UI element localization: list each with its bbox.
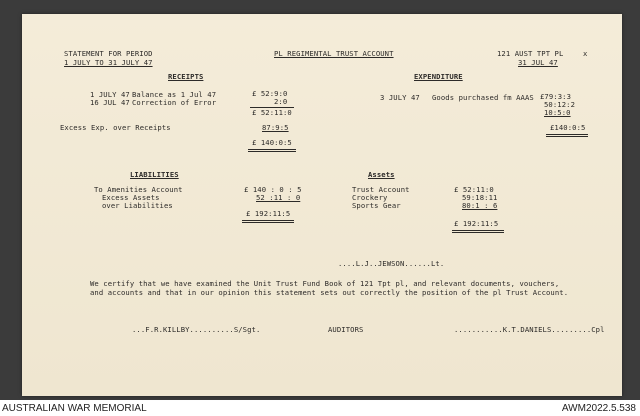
footer-source: AUSTRALIAN WAR MEMORIAL <box>2 403 147 414</box>
liabilities-line: To Amenities Account <box>94 185 183 194</box>
unit-name: 121 AUST TPT PL <box>497 49 564 58</box>
expenditure-date: 3 JULY 47 <box>380 93 420 102</box>
auditors-label: AUDITORS <box>328 325 364 334</box>
expenditure-heading: EXPENDITURE <box>414 72 463 81</box>
receipts-heading: RECEIPTS <box>168 72 204 81</box>
receipt-desc: Balance as 1 Jul 47 <box>132 90 217 99</box>
rule <box>242 220 294 221</box>
assets-total: £ 192:11:5 <box>454 219 499 228</box>
auditor-right: ...........K.T.DANIELS.........Cpl <box>454 325 605 334</box>
receipt-date: 16 JUL 47 <box>90 98 130 107</box>
footer-bar <box>0 401 640 416</box>
rule <box>546 134 588 135</box>
rule <box>452 232 504 233</box>
certification-text: and accounts and that in our opinion this statement sets out correctly the position of the pl Trust Account. <box>90 288 569 297</box>
liabilities-line: Excess Assets <box>102 193 160 202</box>
asset-amount: £ 52:11:0 <box>454 185 494 194</box>
asset-amount: 59:18:11 <box>462 193 498 202</box>
rule <box>248 149 296 150</box>
assets-heading: Assets <box>368 170 395 179</box>
rule <box>452 230 504 231</box>
liabilities-heading: LIABILITIES <box>130 170 179 179</box>
asset-label: Crockery <box>352 193 388 202</box>
rule <box>546 136 588 137</box>
expenditure-item: 50:12:2 <box>544 100 575 109</box>
expenditure-item: £79:3:3 <box>540 92 571 101</box>
liabilities-amount: 52 :11 : 0 <box>256 193 301 202</box>
expenditure-desc: Goods purchased fm AAAS <box>432 93 534 102</box>
receipts-subtotal: £ 52:11:0 <box>252 108 292 117</box>
asset-amount: 80:1 : 6 <box>462 201 498 210</box>
rule <box>242 222 294 223</box>
receipt-amount: £ 52:9:0 <box>252 89 288 98</box>
margin-mark: x <box>583 49 588 58</box>
certification-text: We certify that we have examined the Unit Trust Fund Book of 121 Tpt pl, and relevant documents, vouchers, <box>90 279 560 288</box>
expenditure-total: £140:0:5 <box>550 123 586 132</box>
receipt-date: 1 JULY 47 <box>90 90 130 99</box>
liabilities-total: £ 192:11:5 <box>246 209 291 218</box>
asset-label: Trust Account <box>352 185 410 194</box>
liabilities-amount: £ 140 : 0 : 5 <box>244 185 302 194</box>
expenditure-item: 10:5:0 <box>544 108 571 117</box>
auditor-left: ...F.R.KILLBY..........S/Sgt. <box>132 325 261 334</box>
statement-period-label: STATEMENT FOR PERIOD <box>64 49 153 58</box>
excess-exp-amount: 87:9:5 <box>262 123 289 132</box>
receipts-total: £ 140:0:5 <box>252 138 292 147</box>
excess-exp-label: Excess Exp. over Receipts <box>60 123 171 132</box>
receipt-desc: Correction of Error <box>132 98 217 107</box>
statement-period-dates: 1 JULY TO 31 JULY 47 <box>64 58 153 67</box>
receipt-amount: 2:0 <box>274 97 288 106</box>
asset-label: Sports Gear <box>352 201 401 210</box>
statement-date: 31 JUL 47 <box>518 58 558 67</box>
rule <box>248 151 296 152</box>
liabilities-line: over Liabilities <box>102 201 173 210</box>
footer-accession-number: AWM2022.5.538 <box>561 403 636 414</box>
officer-signature: ....L.J..JEWSON......Lt. <box>338 259 445 268</box>
document-title: PL REGIMENTAL TRUST ACCOUNT <box>274 49 394 58</box>
document-sheet <box>22 14 622 396</box>
